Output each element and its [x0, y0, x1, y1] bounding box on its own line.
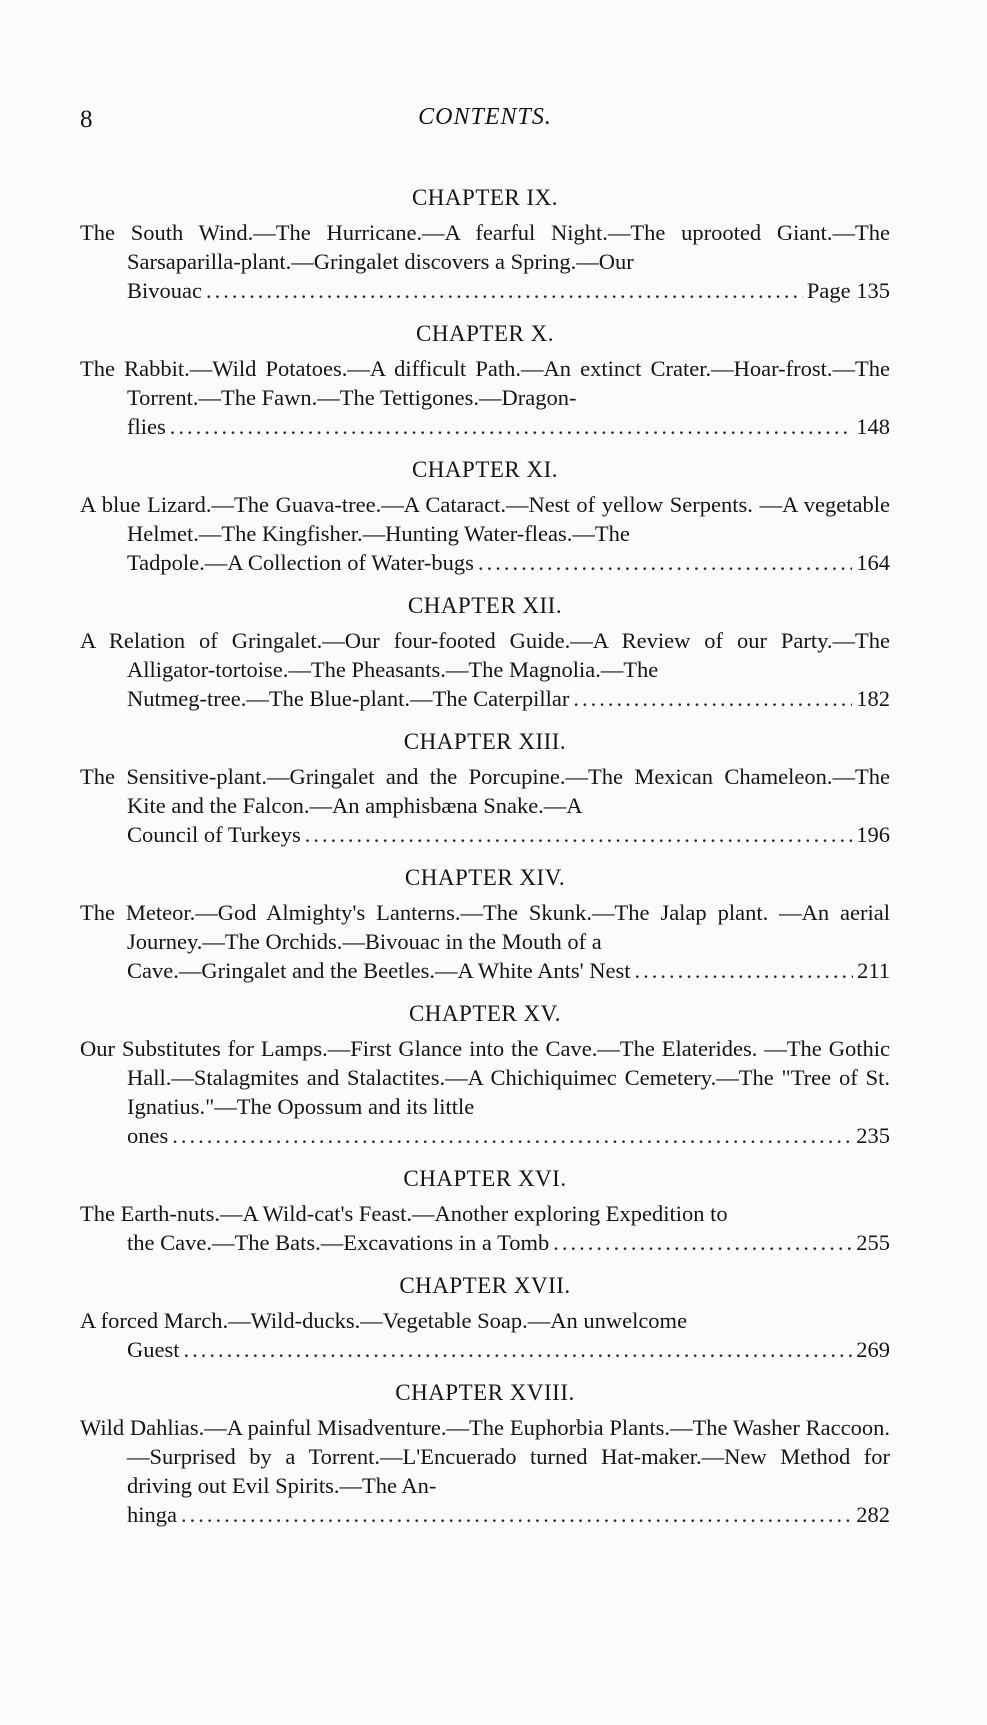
chapter-entry: [80, 1378, 890, 1529]
chapter-page-number: 255: [856, 1230, 890, 1255]
dot-leader: [478, 548, 852, 577]
chapter-leader-line: [80, 1335, 890, 1364]
chapter-summary: The Rabbit.—Wild Potatoes.—A difficult Path.—An extinct Crater.—Hoar-frost.—The Torrent.—The Fawn.—The Tettigones.—Dragon-: [80, 356, 890, 410]
chapter-summary: The Sensitive-plant.—Gringalet and the Porcupine.—The Mexican Chameleon.—The Kite and the Falcon.—An amphisbæna Snake.—A: [80, 764, 890, 818]
chapter-entry: [80, 1271, 890, 1364]
chapter-heading: CHAPTER XI.: [411, 457, 559, 482]
chapter-heading: CHAPTER XII.: [407, 593, 563, 618]
chapter-leader-line: [80, 412, 890, 441]
chapter-entry: [80, 863, 890, 985]
dot-leader: [206, 276, 803, 305]
chapter-leader-line: [80, 1500, 890, 1529]
chapter-summary-end: Tadpole.—A Collection of Water-bugs: [127, 550, 474, 575]
running-head: [80, 100, 890, 136]
chapter-page-number: 182: [856, 686, 890, 711]
page-number: 8: [80, 106, 93, 133]
chapter-summary-end: Council of Turkeys: [127, 822, 301, 847]
chapter-summary-end: the Cave.—The Bats.—Excavations in a Tomb: [127, 1230, 550, 1255]
chapter-entry: [80, 591, 890, 713]
chapter-heading: CHAPTER XIV.: [404, 865, 566, 890]
dot-leader: [553, 1228, 852, 1257]
chapter-heading: CHAPTER XVII.: [399, 1273, 571, 1298]
chapter-summary: The Earth-nuts.—A Wild-cat's Feast.—Another exploring Expedition to: [80, 1201, 728, 1226]
chapter-summary-end: Cave.—Gringalet and the Beetles.—A White Ants' Nest: [127, 958, 631, 983]
running-title: CONTENTS.: [418, 104, 552, 130]
chapter-heading: CHAPTER XVI.: [403, 1166, 567, 1191]
chapter-entry: [80, 455, 890, 577]
chapter-page-number: Page 135: [806, 278, 890, 303]
chapter-heading: CHAPTER IX.: [411, 185, 559, 210]
chapter-heading: CHAPTER XV.: [408, 1001, 562, 1026]
chapter-entry: [80, 727, 890, 849]
chapter-page-number: 211: [857, 958, 890, 983]
chapter-summary-end: Guest: [127, 1337, 180, 1362]
chapter-summary: A forced March.—Wild-ducks.—Vegetable Soap.—An unwelcome: [80, 1308, 688, 1333]
dot-leader: [170, 412, 853, 441]
chapter-summary: Our Substitutes for Lamps.—First Glance into the Cave.—The Elaterides. —The Gothic Hall.—Stalagmites and Stalactites.—A Chichiquimec Cemetery.—The "Tree of St. Ignatius."—The Opossum and its little: [80, 1036, 890, 1119]
chapter-summary-end: hinga: [127, 1502, 177, 1527]
chapter-page-number: 196: [856, 822, 890, 847]
chapter-summary-end: Bivouac: [127, 278, 202, 303]
chapter-summary: A Relation of Gringalet.—Our four-footed Guide.—A Review of our Party.—The Alligator-tortoise.—The Pheasants.—The Magnolia.—The: [80, 628, 890, 682]
chapter-leader-line: [80, 548, 890, 577]
chapter-heading: CHAPTER XVIII.: [395, 1380, 575, 1405]
dot-leader: [181, 1500, 852, 1529]
dot-leader: [573, 684, 852, 713]
chapter-page-number: 148: [856, 414, 890, 439]
dot-leader: [635, 956, 854, 985]
chapter-page-number: 269: [856, 1337, 890, 1362]
chapter-page-number: 164: [856, 550, 890, 575]
chapter-summary: Wild Dahlias.—A painful Misadventure.—The Euphorbia Plants.—The Washer Raccoon.—Surprised by a Torrent.—L'Encuerado turned Hat-maker.—New Method for driving out Evil Spirits.—The An-: [80, 1415, 890, 1498]
dot-leader: [305, 820, 852, 849]
chapter-page-number: 235: [856, 1123, 890, 1148]
dot-leader: [184, 1335, 853, 1364]
chapter-entry: [80, 319, 890, 441]
chapter-leader-line: [80, 684, 890, 713]
chapter-heading: CHAPTER XIII.: [403, 729, 567, 754]
chapter-page-number: 282: [856, 1502, 890, 1527]
chapter-entry: [80, 183, 890, 305]
chapter-summary: The South Wind.—The Hurricane.—A fearful Night.—The uprooted Giant.—The Sarsaparilla-plant.—Gringalet discovers a Spring.—Our: [80, 220, 890, 274]
chapter-summary-end: flies: [127, 414, 166, 439]
chapter-entry: [80, 999, 890, 1150]
chapter-summary-end: ones: [127, 1123, 169, 1148]
chapter-leader-line: [80, 276, 890, 305]
chapter-leader-line: [80, 956, 890, 985]
chapter-summary-end: Nutmeg-tree.—The Blue-plant.—The Caterpillar: [127, 686, 570, 711]
chapter-summary: A blue Lizard.—The Guava-tree.—A Cataract.—Nest of yellow Serpents. —A vegetable Helmet.—The Kingfisher.—Hunting Water-fleas.—The: [80, 492, 890, 546]
table-of-contents: [80, 183, 890, 1543]
chapter-heading: CHAPTER X.: [416, 321, 554, 346]
chapter-leader-line: [80, 820, 890, 849]
chapter-entry: [80, 1164, 890, 1257]
chapter-summary: The Meteor.—God Almighty's Lanterns.—The Skunk.—The Jalap plant. —An aerial Journey.—The Orchids.—Bivouac in the Mouth of a: [80, 900, 890, 954]
dot-leader: [172, 1121, 852, 1150]
chapter-leader-line: [80, 1228, 890, 1257]
chapter-leader-line: [80, 1121, 890, 1150]
